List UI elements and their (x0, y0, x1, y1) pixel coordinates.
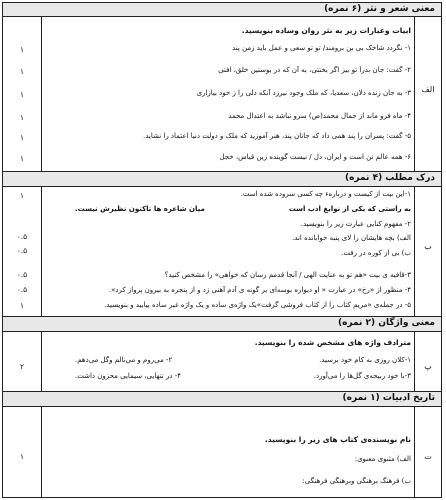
score: ۲ (19, 362, 25, 371)
verse-left: میان شاعره ها تاکنون نظیرش نیست. (75, 205, 205, 213)
score: ۱ (19, 67, 25, 76)
section-header-poetry (2, 2, 442, 17)
score-column (3, 17, 42, 171)
section-poetry (2, 17, 442, 172)
section-header-vocabulary (2, 317, 442, 332)
score: ۰.۵ (16, 285, 28, 294)
letter-column (414, 187, 441, 316)
question-item: الف) بچه هایشان را لای پنبه خوابانده اند. (292, 234, 411, 242)
question-item: ۴- منظور از «رخ» در عبارت « او دیواره بوسه‌ای بر گونه ی آدم آهنی زد و از پنجره به بیرون پرواز کرد». (108, 286, 411, 294)
section-header-literary-history (2, 392, 442, 407)
vocab-item: ۱-کلان روزی به کام خود برسید. (319, 356, 411, 364)
score-column (3, 407, 42, 497)
question-item: ۱- نگردد شاخک بی بن برومند/ تو تو سعی و عمل باید زمن پند (232, 44, 411, 52)
section-literary-history (2, 407, 442, 498)
section-content (41, 187, 415, 316)
section-title: معنی واژگان (۲ نمره) (337, 318, 435, 328)
section-title: معنی شعر و نثر (۶ نمره) (324, 4, 435, 14)
section-content (41, 17, 415, 171)
question-item: ب) فرهنگ برهنگی وبرهنگی فرهنگی: (302, 477, 411, 485)
score-column (3, 332, 42, 391)
section-title: تاریخ ادبیات (۱ نمره) (342, 393, 435, 403)
score-column (3, 187, 42, 316)
question-item: ۲- گفت: جان بدرا تو بیز اگر بختتی، به آن که در بوستین خلق، افتی (218, 66, 411, 74)
question-item: ۵- گفت: پسران را پند همی داد که جانان پند، هنر آموزید که ملک و دولت دنیا اعتماد را نشاید. (142, 132, 411, 140)
score: ۰.۵ (16, 232, 28, 241)
vocab-item: ۲- می‌روم و می‌نالم وگل می‌دهم. (75, 356, 173, 364)
instruction: ابیات وعبارات زیر به نثر روان وساده بنویسید. (241, 26, 411, 35)
section-title: درک مطلب (۴ نمره) (344, 173, 435, 183)
vocab-item: ۴- در تنهایی، سیمایی محزون داشت. (75, 372, 181, 380)
score: ۱ (19, 301, 25, 310)
question-item: ۲- مفهوم کنایی عبارت زیر را بنویسید. (300, 220, 411, 228)
score: ۰.۵ (16, 270, 28, 279)
letter-column (414, 332, 441, 391)
section-letter: ت (424, 452, 432, 461)
question-item: ۱-این بیت از کیست و دربارهء چه کسی سروده شده است. (240, 190, 411, 198)
question-item: ۳- به جان زنده دلان، سعدیا، که ملک وجود نیرزد آنکه دلی را ز خود بیازاری (196, 89, 411, 97)
question-item: ۳-قافیه ی بیت «هم تو به عنایت الهی / آنجا قدمم رسان که خواهی» را مشخص کنید؟ (164, 271, 411, 279)
instruction: مترادف واژه های مشخص شده را بنویسید. (254, 338, 411, 347)
section-content (41, 332, 415, 391)
vocab-item: ۳-با خود ربیحه‌ی گل‌ها را می‌آورد. (313, 372, 411, 380)
section-letter: الف (421, 85, 435, 94)
question-item: ۴- ماه فرو ماند از جمال محمد(ص) سرو نباشد به اعتدال محمد (228, 112, 411, 120)
section-letter: ب (424, 242, 432, 251)
section-letter: پ (424, 362, 432, 371)
score: ۱ (19, 45, 25, 54)
section-vocabulary (2, 332, 442, 392)
score: ۱ (19, 113, 25, 122)
question-item: ب) بی از کوره در رفت. (341, 249, 411, 257)
section-content (41, 407, 415, 497)
question-item: ۵- در جمله‌ی «مریم کتاب را از کتاب فروشی گرفت»یک واژه‌ی ساده و یک واژه غیر ساده بیابید و بنویسید. (104, 301, 411, 309)
section-comprehension (2, 187, 442, 317)
score: ۱ (19, 452, 25, 461)
score: ۱ (19, 133, 25, 142)
verse-right: به راستی که یکی از نوابغ ادب است (288, 205, 411, 213)
instruction: نام نویسنده‌ی کتاب های زیر را بنویسید. (264, 435, 411, 444)
score: ۰.۵ (16, 246, 28, 255)
question-item: ۶- همه عالم تن است و ایران، دل / نیست گوینده زین قیاس، خجل (219, 153, 411, 161)
section-header-comprehension (2, 172, 442, 187)
score: ۱ (19, 154, 25, 163)
exam-sheet (2, 2, 444, 500)
letter-column (414, 17, 441, 171)
letter-column (414, 407, 441, 497)
score: ۱ (19, 90, 25, 99)
question-item: الف) مثنوی معنوی: (354, 455, 411, 463)
score: ۱ (19, 191, 25, 200)
